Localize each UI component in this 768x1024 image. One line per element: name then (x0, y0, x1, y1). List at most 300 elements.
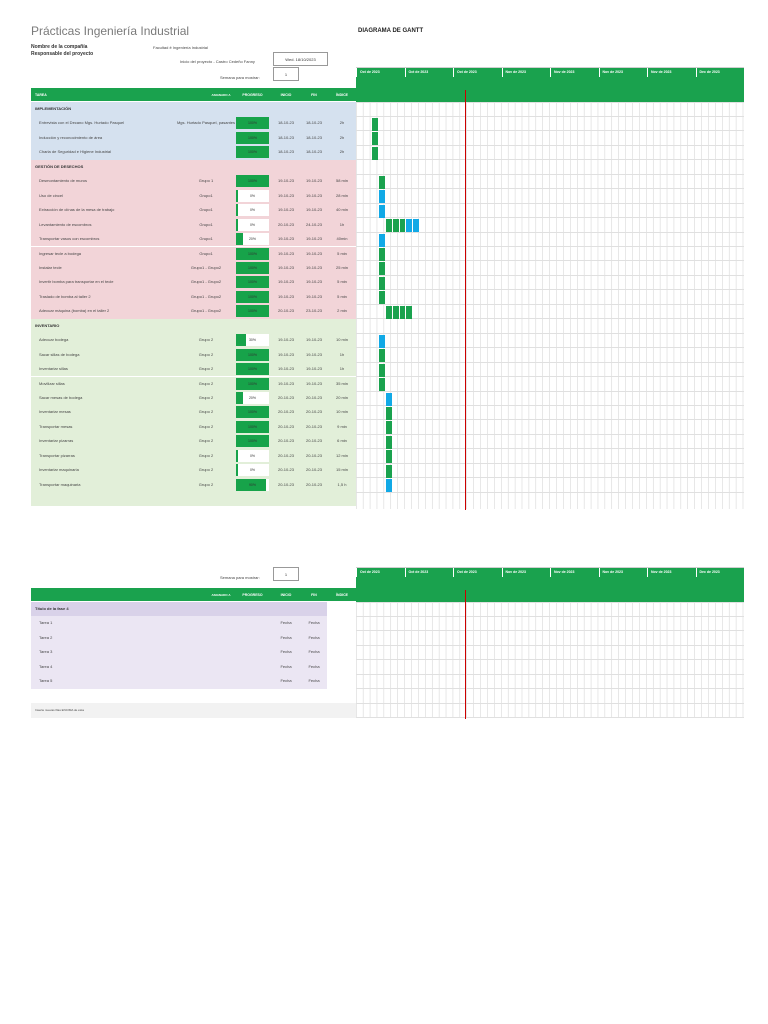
duration: 1h (339, 221, 345, 227)
task-name: Charla de Seguridad e Higiene Industrial (39, 149, 112, 155)
gantt-bar (413, 219, 419, 232)
phase-row (31, 102, 356, 116)
duration: 2h (339, 134, 345, 140)
task-name: Tarea 4 (39, 663, 53, 669)
assigned-to: Grupo1 (199, 192, 213, 198)
grid-line (356, 419, 744, 420)
start-date: 19-10-23 (277, 351, 294, 357)
progress-value: 0% (249, 208, 256, 213)
grid-line (356, 616, 744, 617)
start-date-field[interactable]: Wed. 18/10/2023 (273, 52, 328, 66)
progress-cell (236, 248, 269, 260)
gantt-bar (379, 291, 385, 304)
start-date: 19-10-23 (277, 178, 294, 184)
header-progress-2: PROGRESO (242, 592, 263, 597)
gantt-bar (386, 393, 392, 406)
gantt-bar (386, 219, 392, 232)
start-date: 19-10-23 (277, 366, 294, 372)
month-label: Dec de 2023 (696, 568, 745, 577)
week-label-2: Semana para mostrar: (220, 575, 260, 580)
month-label: Nov de 2023 (550, 568, 599, 577)
gantt-bar (372, 147, 378, 160)
month-label: Nov de 2023 (647, 568, 696, 577)
end-date: 18-10-23 (305, 149, 322, 155)
duration: 2 min (337, 308, 347, 314)
task-name: Inventariar pizarras (39, 438, 74, 444)
assigned-to: Grupo 2 (198, 351, 214, 357)
table-row[interactable] (31, 645, 327, 659)
table-row[interactable] (31, 616, 327, 630)
grid-line (356, 260, 744, 261)
end-date: 19-10-23 (305, 178, 322, 184)
start-date: 19-10-23 (277, 250, 294, 256)
assigned-to: Grupo1 (199, 207, 213, 213)
task-name: Movilizar sillas (39, 380, 65, 386)
week-label: Semana para mostrar: (220, 75, 260, 80)
grid-line (356, 477, 744, 478)
table-row[interactable] (31, 391, 356, 405)
progress-value: 100% (248, 381, 257, 386)
assigned-to: Grupo 2 (198, 423, 214, 429)
grid-line (356, 304, 744, 305)
gantt-bar (386, 306, 392, 319)
gantt-bar (386, 436, 392, 449)
gantt-bar (406, 219, 412, 232)
duration: 5 min (337, 293, 347, 299)
table-row[interactable] (31, 449, 356, 463)
week-field[interactable]: 1 (273, 67, 299, 81)
task-name: Extracción de clínas de la mesa de trabajo (39, 207, 115, 213)
task-name: Tarea 2 (39, 634, 53, 640)
start-date: 20-10-23 (277, 308, 294, 314)
header-assigned-2: ASIGNADO A (211, 592, 231, 597)
progress-cell (236, 132, 269, 144)
end-date: 19-10-23 (305, 279, 322, 285)
grid-line (356, 659, 744, 660)
progress-cell (236, 219, 269, 231)
table-row (31, 492, 356, 506)
task-name: Transportar vasos con escombros (39, 236, 100, 242)
task-name: Sacar mesas de bodega (39, 395, 83, 400)
progress-value: 100% (248, 424, 257, 429)
end-date: 19-10-23 (305, 380, 322, 386)
table-row[interactable] (31, 660, 327, 674)
progress-value: 20% (248, 396, 256, 400)
duration: 10 min (335, 337, 348, 343)
progress-value: 90% (248, 482, 256, 487)
start-date: 20-10-23 (277, 423, 294, 429)
table-row[interactable] (31, 116, 356, 130)
table-row[interactable] (31, 275, 356, 289)
grid-line (356, 434, 744, 435)
phase-title: GESTIÓN DE DESECHOS (35, 163, 84, 169)
gantt-bar (379, 349, 385, 362)
table-row[interactable] (31, 674, 327, 688)
gantt-bar (379, 364, 385, 377)
table-row[interactable] (31, 333, 356, 347)
month-label: Nov de 2023 (599, 568, 648, 577)
task-name: Traslado de bomba al taller 2 (39, 293, 91, 299)
task-name: Transportar maquinaria (39, 481, 81, 487)
company-value: Facultad ê Ingeniería Industrial (153, 45, 208, 50)
progress-cell (236, 305, 269, 317)
month-label: Oct de 2023 (356, 68, 405, 77)
header-start: INICIO (280, 92, 292, 97)
start-date: Fecha (280, 678, 292, 684)
start-date: 20-10-23 (277, 452, 294, 458)
table-row[interactable] (31, 405, 356, 419)
task-name: Sacar sillas de bodega (39, 351, 80, 357)
month-label: Nov de 2023 (647, 68, 696, 77)
duration: 40min (336, 236, 348, 242)
progress-cell (236, 262, 269, 274)
progress-value: 100% (248, 352, 257, 357)
progress-cell (236, 146, 269, 158)
gantt-bar (393, 219, 399, 232)
grid-line (356, 602, 744, 603)
duration: 28 min (335, 192, 348, 198)
end-date: Fecha (308, 649, 320, 655)
grid-line (356, 717, 744, 718)
duration: 58 min (335, 178, 348, 184)
sheet-title: Prácticas Ingeniería Industrial (31, 24, 190, 38)
table-header (31, 88, 356, 101)
task-name: Adecuar máquina (bomba) en el taller 2 (39, 308, 110, 314)
table-row[interactable] (31, 304, 356, 318)
progress-cell (236, 378, 269, 390)
end-date: 20-10-23 (305, 452, 322, 458)
progress-cell (236, 435, 269, 447)
duration: 2h (339, 120, 345, 126)
progress-cell (236, 334, 269, 346)
grid-line (356, 630, 744, 631)
assigned-to: Grupo 2 (198, 438, 214, 444)
gantt-bar (386, 407, 392, 420)
month-label: Oct de 2023 (405, 68, 454, 77)
gantt-grid-2 (356, 567, 744, 718)
grid-line (356, 703, 744, 704)
end-date: 19-10-23 (305, 293, 322, 299)
table-row[interactable] (31, 362, 356, 376)
progress-value: 100% (248, 280, 257, 285)
end-date: 20-10-23 (305, 423, 322, 429)
grid-line (356, 116, 744, 117)
end-date: 19-10-23 (305, 250, 322, 256)
grid-line (356, 188, 744, 189)
task-name: Transportar pizarras (39, 452, 75, 458)
grid-line (356, 318, 744, 319)
assigned-to: Grupo1 - Grupo2 (190, 279, 222, 285)
manager-label: Responsable del proyecto (31, 51, 94, 57)
start-date: 19-10-23 (277, 337, 294, 343)
gantt-bar (379, 248, 385, 261)
start-date: 19-10-23 (277, 264, 294, 270)
task-name: Inventariar sillas (39, 366, 68, 372)
end-date: Fecha (308, 663, 320, 669)
assigned-to: Grupo1 (199, 221, 213, 227)
table-row[interactable] (31, 434, 356, 448)
table-row[interactable] (31, 348, 356, 362)
grid-line (356, 674, 744, 675)
progress-value: 100% (248, 150, 257, 155)
gantt-bar (379, 378, 385, 391)
header-start-2: INICIO (280, 592, 292, 597)
end-date: Fecha (308, 620, 320, 626)
progress-cell (236, 233, 269, 245)
progress-cell (236, 450, 269, 462)
grid-line (356, 463, 744, 464)
table-row[interactable] (31, 631, 327, 645)
task-name: Desmontamiento de muros (39, 178, 88, 184)
table-row[interactable] (31, 145, 356, 159)
progress-value: 100% (248, 121, 257, 126)
insert-rows-note: Inserte nuevas filas ENCIMA de ésta (35, 708, 84, 713)
header-days-2: ÍNDICE (336, 592, 348, 597)
end-date: 20-10-23 (305, 395, 322, 400)
gantt-title: DIAGRAMA DE GANTT (358, 28, 424, 34)
end-date: 19-10-23 (305, 207, 322, 213)
header-assigned: ASIGNADO A (211, 92, 231, 97)
task-name: Levantamiento de escombros (39, 221, 92, 227)
progress-cell (236, 392, 269, 404)
grid-line (356, 645, 744, 646)
assigned-to: Grupo1 - Grupo2 (190, 308, 222, 314)
table-row[interactable] (31, 478, 356, 492)
table-header-2 (31, 588, 356, 601)
assigned-to: Grupo1 (199, 250, 213, 256)
duration: 1h (339, 351, 345, 357)
table-row[interactable] (31, 247, 356, 261)
start-date: 18-10-23 (277, 134, 294, 140)
grid-line (356, 102, 744, 103)
task-name: Inventariar maquinaria (39, 467, 79, 473)
grid-line (356, 130, 744, 131)
grid-line (356, 217, 744, 218)
assigned-to: Grupo1 (199, 236, 213, 242)
progress-cell (236, 406, 269, 418)
phase-row (31, 319, 356, 333)
end-date: 23-10-23 (305, 308, 322, 314)
start-date: 20-10-23 (277, 467, 294, 473)
grid-line (356, 145, 744, 146)
header-end-2: FIN (311, 592, 317, 597)
duration: 6 min (337, 438, 347, 444)
gantt-bar (379, 234, 385, 247)
progress-value: 100% (248, 439, 257, 444)
month-label: Oct de 2023 (453, 568, 502, 577)
table-row[interactable] (31, 463, 356, 477)
progress-value: 100% (248, 265, 257, 270)
table-row[interactable] (31, 377, 356, 391)
assigned-to: Grupo 2 (198, 452, 214, 458)
task-name: Tarea 5 (39, 678, 53, 684)
end-date: 20-10-23 (305, 467, 322, 473)
assigned-to: Grupo1 - Grupo2 (190, 264, 222, 270)
start-date: 19-10-23 (277, 293, 294, 299)
grid-line (356, 688, 744, 689)
duration: 9 min (337, 423, 347, 429)
end-date: 24-10-23 (305, 221, 322, 227)
progress-value: 100% (248, 135, 257, 140)
assigned-to: Grupo 2 (198, 380, 214, 386)
table-row[interactable] (31, 189, 356, 203)
phase-row (31, 602, 327, 616)
gantt-bar (400, 306, 406, 319)
phase-row (31, 160, 356, 174)
duration: 15 min (335, 467, 348, 473)
assigned-to: Mgs. Hurtado Pasquel, pasantes (176, 120, 236, 126)
end-date: 20-10-23 (305, 438, 322, 444)
gantt-bar (372, 118, 378, 131)
gantt-bar (379, 277, 385, 290)
today-line (465, 90, 466, 510)
progress-cell (236, 204, 269, 216)
grid-line (356, 448, 744, 449)
duration: 35 min (335, 380, 348, 386)
table-row[interactable] (31, 232, 356, 246)
task-name: Adecuar bodega (39, 337, 69, 343)
duration: 20 min (335, 395, 348, 400)
progress-cell (236, 291, 269, 303)
duration: 5 min (337, 279, 347, 285)
gantt-bar (386, 421, 392, 434)
table-row[interactable] (31, 261, 356, 275)
start-date: 20-10-23 (277, 438, 294, 444)
grid-line (356, 289, 744, 290)
assigned-to: Grupo1 - Grupo2 (190, 293, 222, 299)
grid-line (356, 347, 744, 348)
table-row[interactable] (31, 131, 356, 145)
progress-value: 100% (248, 367, 257, 372)
progress-value: 30% (248, 338, 256, 343)
start-date: 18-10-23 (277, 120, 294, 126)
end-date: Fecha (308, 678, 320, 684)
footer-note (31, 703, 356, 717)
gantt-bar (379, 190, 385, 203)
duration: 40 min (335, 207, 348, 213)
assigned-to: Grupo 2 (198, 481, 214, 487)
start-date: 19-10-23 (277, 192, 294, 198)
start-date: 19-10-23 (277, 380, 294, 386)
header-days: ÍNDICE (336, 92, 348, 97)
gantt-grid (356, 67, 744, 509)
week-field-2[interactable]: 1 (273, 567, 299, 581)
month-label: Nov de 2023 (502, 68, 551, 77)
grid-line (356, 405, 744, 406)
duration: 1h (339, 366, 345, 372)
start-date: 19-10-23 (277, 207, 294, 213)
end-date: Fecha (308, 634, 320, 640)
phase-title: INVENTARIO (35, 322, 60, 328)
month-label: Oct de 2023 (453, 68, 502, 77)
start-date: 20-10-23 (277, 409, 294, 415)
task-name: Tarea 3 (39, 649, 53, 655)
progress-cell (236, 363, 269, 375)
gantt-bar (379, 262, 385, 275)
end-date: 19-10-23 (305, 264, 322, 270)
start-date: 18-10-23 (277, 149, 294, 155)
start-date: Fecha (280, 620, 292, 626)
task-name: Transportar mesas (39, 423, 73, 429)
end-date: 19-10-23 (305, 337, 322, 343)
progress-value: 100% (248, 410, 257, 415)
progress-cell (236, 349, 269, 361)
start-date: 20-10-23 (277, 395, 294, 400)
month-label: Nov de 2023 (502, 568, 551, 577)
month-label: Nov de 2023 (599, 68, 648, 77)
progress-value: 0% (249, 222, 256, 227)
table-row[interactable] (31, 174, 356, 188)
assigned-to: Grupo 2 (198, 337, 214, 343)
end-date: 19-10-23 (305, 236, 322, 242)
table-row[interactable] (31, 218, 356, 232)
grid-line (356, 376, 744, 377)
header-end: FIN (311, 92, 317, 97)
progress-value: 100% (248, 294, 257, 299)
header-task: TAREA (35, 92, 47, 97)
progress-value: 100% (248, 251, 257, 256)
table-row[interactable] (31, 290, 356, 304)
grid-line (356, 246, 744, 247)
duration: 2h (339, 149, 345, 155)
task-name: Tarea 1 (39, 620, 53, 626)
end-date: 20-10-23 (305, 481, 322, 487)
today-line (465, 590, 466, 719)
progress-cell (236, 190, 269, 202)
start-date: 19-10-23 (277, 236, 294, 242)
assigned-to: Grupo 2 (198, 395, 214, 400)
progress-cell (236, 276, 269, 288)
gantt-bar (372, 132, 378, 145)
end-date: 18-10-23 (305, 134, 322, 140)
progress-value: 0% (249, 468, 256, 473)
phase-title: IMPLEMENTACIÓN (35, 106, 72, 111)
gantt-bar (379, 335, 385, 348)
end-date: 20-10-23 (305, 409, 322, 415)
assigned-to: Grupo 2 (198, 467, 214, 473)
start-date: Fecha (280, 634, 292, 640)
table-row[interactable] (31, 203, 356, 217)
end-date: 19-10-23 (305, 351, 322, 357)
progress-value: 100% (248, 309, 257, 314)
grid-line (356, 333, 744, 334)
company-label: Nombre de la compañía (31, 44, 88, 50)
start-label: Inicio del proyecto - Castro Cedeño Fanny (180, 59, 255, 64)
task-name: Invertir bomba para transportar en el tecle (39, 279, 114, 285)
end-date: 19-10-23 (305, 366, 322, 372)
start-date: 19-10-23 (277, 279, 294, 285)
month-label: Nov de 2023 (550, 68, 599, 77)
progress-value: 0% (249, 453, 256, 458)
grid-line (356, 203, 744, 204)
progress-value: 100% (248, 179, 257, 184)
grid-line (356, 391, 744, 392)
task-name: Entrevista con el Decano Mgs. Hurtado Pasquel (39, 120, 125, 126)
progress-cell (236, 117, 269, 129)
task-name: Ingresar tecle a bodega (39, 250, 82, 256)
assigned-to: Grupo 2 (198, 366, 214, 372)
month-label: Oct de 2023 (405, 568, 454, 577)
table-row[interactable] (31, 420, 356, 434)
task-name: Uso de cincel (39, 192, 64, 198)
gantt-bar (379, 176, 385, 189)
duration: 5 min (337, 250, 347, 256)
start-date: Fecha (280, 663, 292, 669)
duration: 10 min (335, 409, 348, 415)
start-date: 20-10-23 (277, 481, 294, 487)
end-date: 19-10-23 (305, 192, 322, 198)
gantt-month-header (356, 568, 744, 602)
